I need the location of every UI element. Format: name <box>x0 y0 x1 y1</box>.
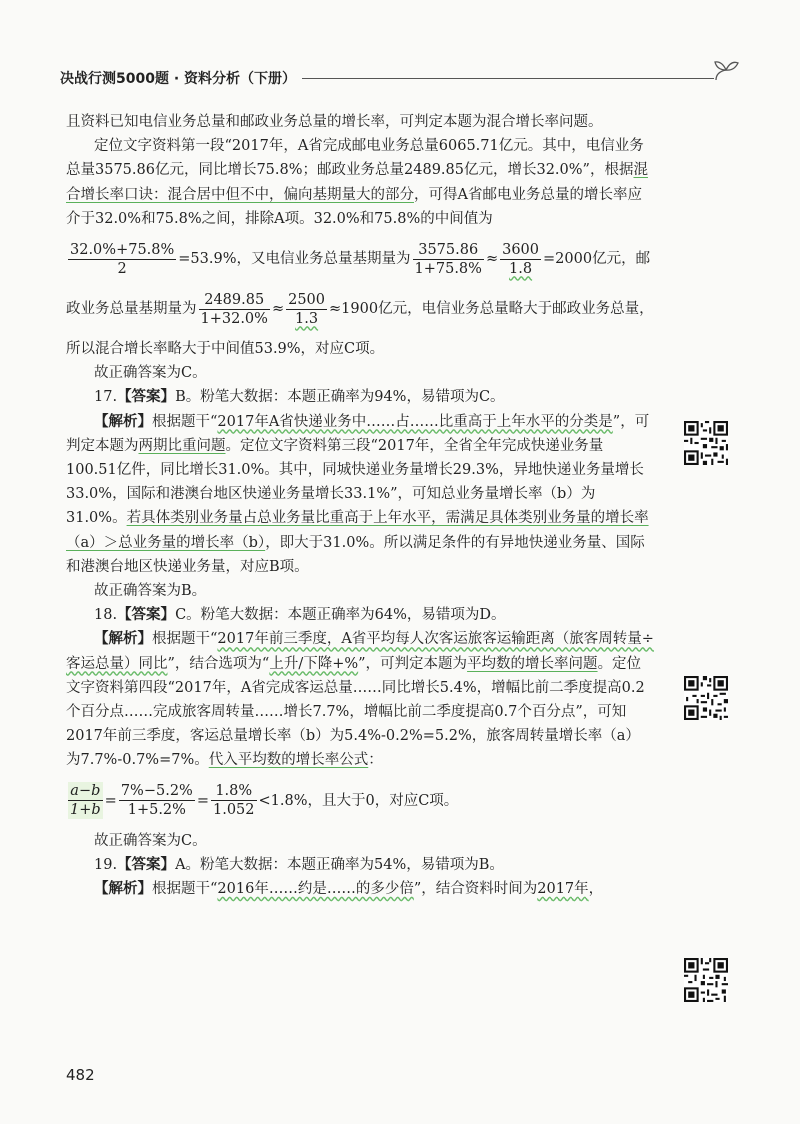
qr-code-icon[interactable] <box>684 958 728 1002</box>
answer-tag: 【答案】 <box>117 389 176 406</box>
formula-line <box>66 237 654 281</box>
formula-line <box>66 287 654 331</box>
numerator: 3575.86 <box>413 241 484 260</box>
keyword: 2017年A省快递业务中……占……比重高于上年水平的分类是 <box>217 413 613 430</box>
text: ： <box>368 752 383 769</box>
text: 定位文字资料第一段“2017年，A省完成邮电业务总量6065.71亿元。其中，电信业务总量3575.86亿元，同比增长75.8%；邮政业务总量2489.85亿元，增长32.0%”，根据 <box>66 138 644 179</box>
fraction <box>211 782 257 819</box>
answer-line <box>66 853 654 877</box>
keyword: 2017年 <box>537 881 589 898</box>
analysis-tag: 【解析】 <box>94 881 152 898</box>
text: 根据题干“ <box>152 881 218 898</box>
fraction <box>68 241 176 278</box>
book-title: 决战行测5000题 · 资料分析（下册） <box>60 71 297 87</box>
page-body <box>66 110 654 901</box>
analysis <box>66 627 654 772</box>
question-number: 19. <box>94 856 118 873</box>
text: 且资料已知电信业务总量和邮政业务总量的增长率，可判定本题为混合增长率问题。 <box>66 114 603 130</box>
text: 所以混合增长率略大于中间值53.9%，对应C项。 <box>66 341 385 358</box>
answer-text: B。粉笔大数据：本题正确率为94%，易错项为C。 <box>175 389 505 406</box>
key-rule: 代入平均数的增长率公式 <box>208 752 369 769</box>
keyword: 上升/下降+% <box>269 655 359 672</box>
answer-text: A。粉笔大数据：本题正确率为54%，易错项为B。 <box>175 856 504 873</box>
equals-sign: = <box>104 792 117 809</box>
numerator: 32.0%+75.8% <box>70 241 175 258</box>
denominator: 2 <box>117 260 127 277</box>
denominator: 1.3 <box>295 310 319 327</box>
denominator: 1.8 <box>509 260 533 277</box>
paragraph <box>66 337 654 361</box>
numerator: 7%−5.2% <box>120 783 193 800</box>
keyword: 2017年前三季度，A省平均每人次客运旅客运输距离（旅客周转量÷客运总量）同比 <box>66 631 654 672</box>
text: 根据题干“ <box>152 631 218 648</box>
text: ”，可判定本题为 <box>358 655 468 672</box>
text: ， <box>588 881 604 898</box>
paragraph <box>66 110 654 134</box>
text: =2000亿元，邮 <box>543 251 651 268</box>
text: ”，结合选项为“ <box>167 655 270 672</box>
page-number: 482 <box>66 1066 95 1084</box>
qr-code-icon[interactable] <box>684 676 728 720</box>
qr-code-icon[interactable] <box>684 421 728 465</box>
analysis-tag: 【解析】 <box>94 413 152 430</box>
question-type: 两期比重问题 <box>138 437 226 454</box>
numerator: 3600 <box>502 241 540 258</box>
fraction <box>119 782 195 819</box>
approx-sign: ≈ <box>271 301 285 318</box>
answer-tag: 【答案】 <box>117 856 176 873</box>
text: 政业务总量基期量为 <box>66 301 197 318</box>
formula-line <box>66 779 654 823</box>
answer-line <box>66 385 654 409</box>
fraction <box>286 291 327 328</box>
text: ，即大于31.0%。所以满足条件的有异地快递业务量、国际和港澳台地区快递业务量，对应B项。 <box>66 534 645 575</box>
analysis <box>66 410 654 579</box>
denominator: 1+32.0% <box>200 310 268 327</box>
denominator: 1.052 <box>212 802 255 819</box>
text: 。定位文字资料第三段“2017年，全省全年完成快递业务量100.51亿件，同比增长31.0%。其中，同城快递业务量增长29.3%，异地快递业务量增长33.0%，国际和港澳台地区快递业务量增长33.1%”，可知总业务量增长率（b）为31.0%。 <box>66 437 644 527</box>
text: ”，可判定本题为 <box>66 413 650 454</box>
fraction <box>199 291 270 328</box>
denominator: 1+5.2% <box>127 802 186 819</box>
text: ≈1900亿元，电信业务总量略大于邮政业务总量， <box>329 301 654 318</box>
analysis-tag: 【解析】 <box>94 631 152 648</box>
answer-tag: 【答案】 <box>117 607 176 624</box>
text: ，可得A省邮电业务总量的增长率应介于32.0%和75.8%之间，排除A项。32.0%和75.8%的中间值为 <box>66 186 642 227</box>
sprout-icon <box>712 58 740 84</box>
fraction <box>68 782 103 819</box>
paragraph <box>66 134 654 231</box>
denominator: 1+75.8% <box>414 260 482 277</box>
answer-text: C。粉笔大数据：本题正确率为64%，易错项为D。 <box>175 607 506 624</box>
key-rule: 若具体类别业务量占总业务量比重高于上年水平，需满足具体类别业务量的增长率（a）＞总业务量的增长率（b） <box>66 510 649 551</box>
numerator: 1.8% <box>211 782 257 801</box>
page-header <box>60 56 740 96</box>
keyword: 2016年……约是……的多少倍 <box>217 881 414 898</box>
text: ”，结合资料时间为 <box>413 881 538 898</box>
equals-sign: = <box>196 792 209 809</box>
analysis <box>66 877 654 901</box>
question-type: 平均数的增长率问题 <box>467 655 598 672</box>
conclusion: 故正确答案为B。 <box>94 583 207 600</box>
conclusion: 故正确答案为C。 <box>94 832 207 849</box>
question-number: 17. <box>94 389 118 406</box>
question-number: 18. <box>94 607 118 624</box>
approx-sign: ≈ <box>485 251 499 268</box>
key-rule: 混合增长率口诀：混合居中但不中，偏向基期量大的部分 <box>66 162 648 203</box>
text: 根据题干“ <box>152 413 218 430</box>
numerator: 2500 <box>288 291 326 308</box>
text: =53.9%，又电信业务总量基期量为 <box>178 251 411 268</box>
answer-line <box>66 603 654 627</box>
numerator: a−b <box>68 782 103 801</box>
text: 。定位文字资料第四段“2017年，A省完成客运总量……同比增长5.4%，增幅比前二季度提高0.2个百分点……完成旅客周转量……增长7.7%，增幅比前二季度提高0.7个百分点”，可知2017年前三季度，客运总量增长率（b）为5.4%-0.2%=5.2%，旅客周转量增长率（a）为7.7%-0.7%=7%。 <box>66 655 645 769</box>
fraction <box>500 241 541 278</box>
numerator: 2489.85 <box>199 291 270 310</box>
fraction <box>413 241 484 278</box>
text: <1.8%，且大于0，对应C项。 <box>258 792 459 809</box>
denominator: 1+b <box>70 802 101 819</box>
conclusion: 故正确答案为C。 <box>94 365 207 382</box>
header-rule <box>302 78 714 79</box>
